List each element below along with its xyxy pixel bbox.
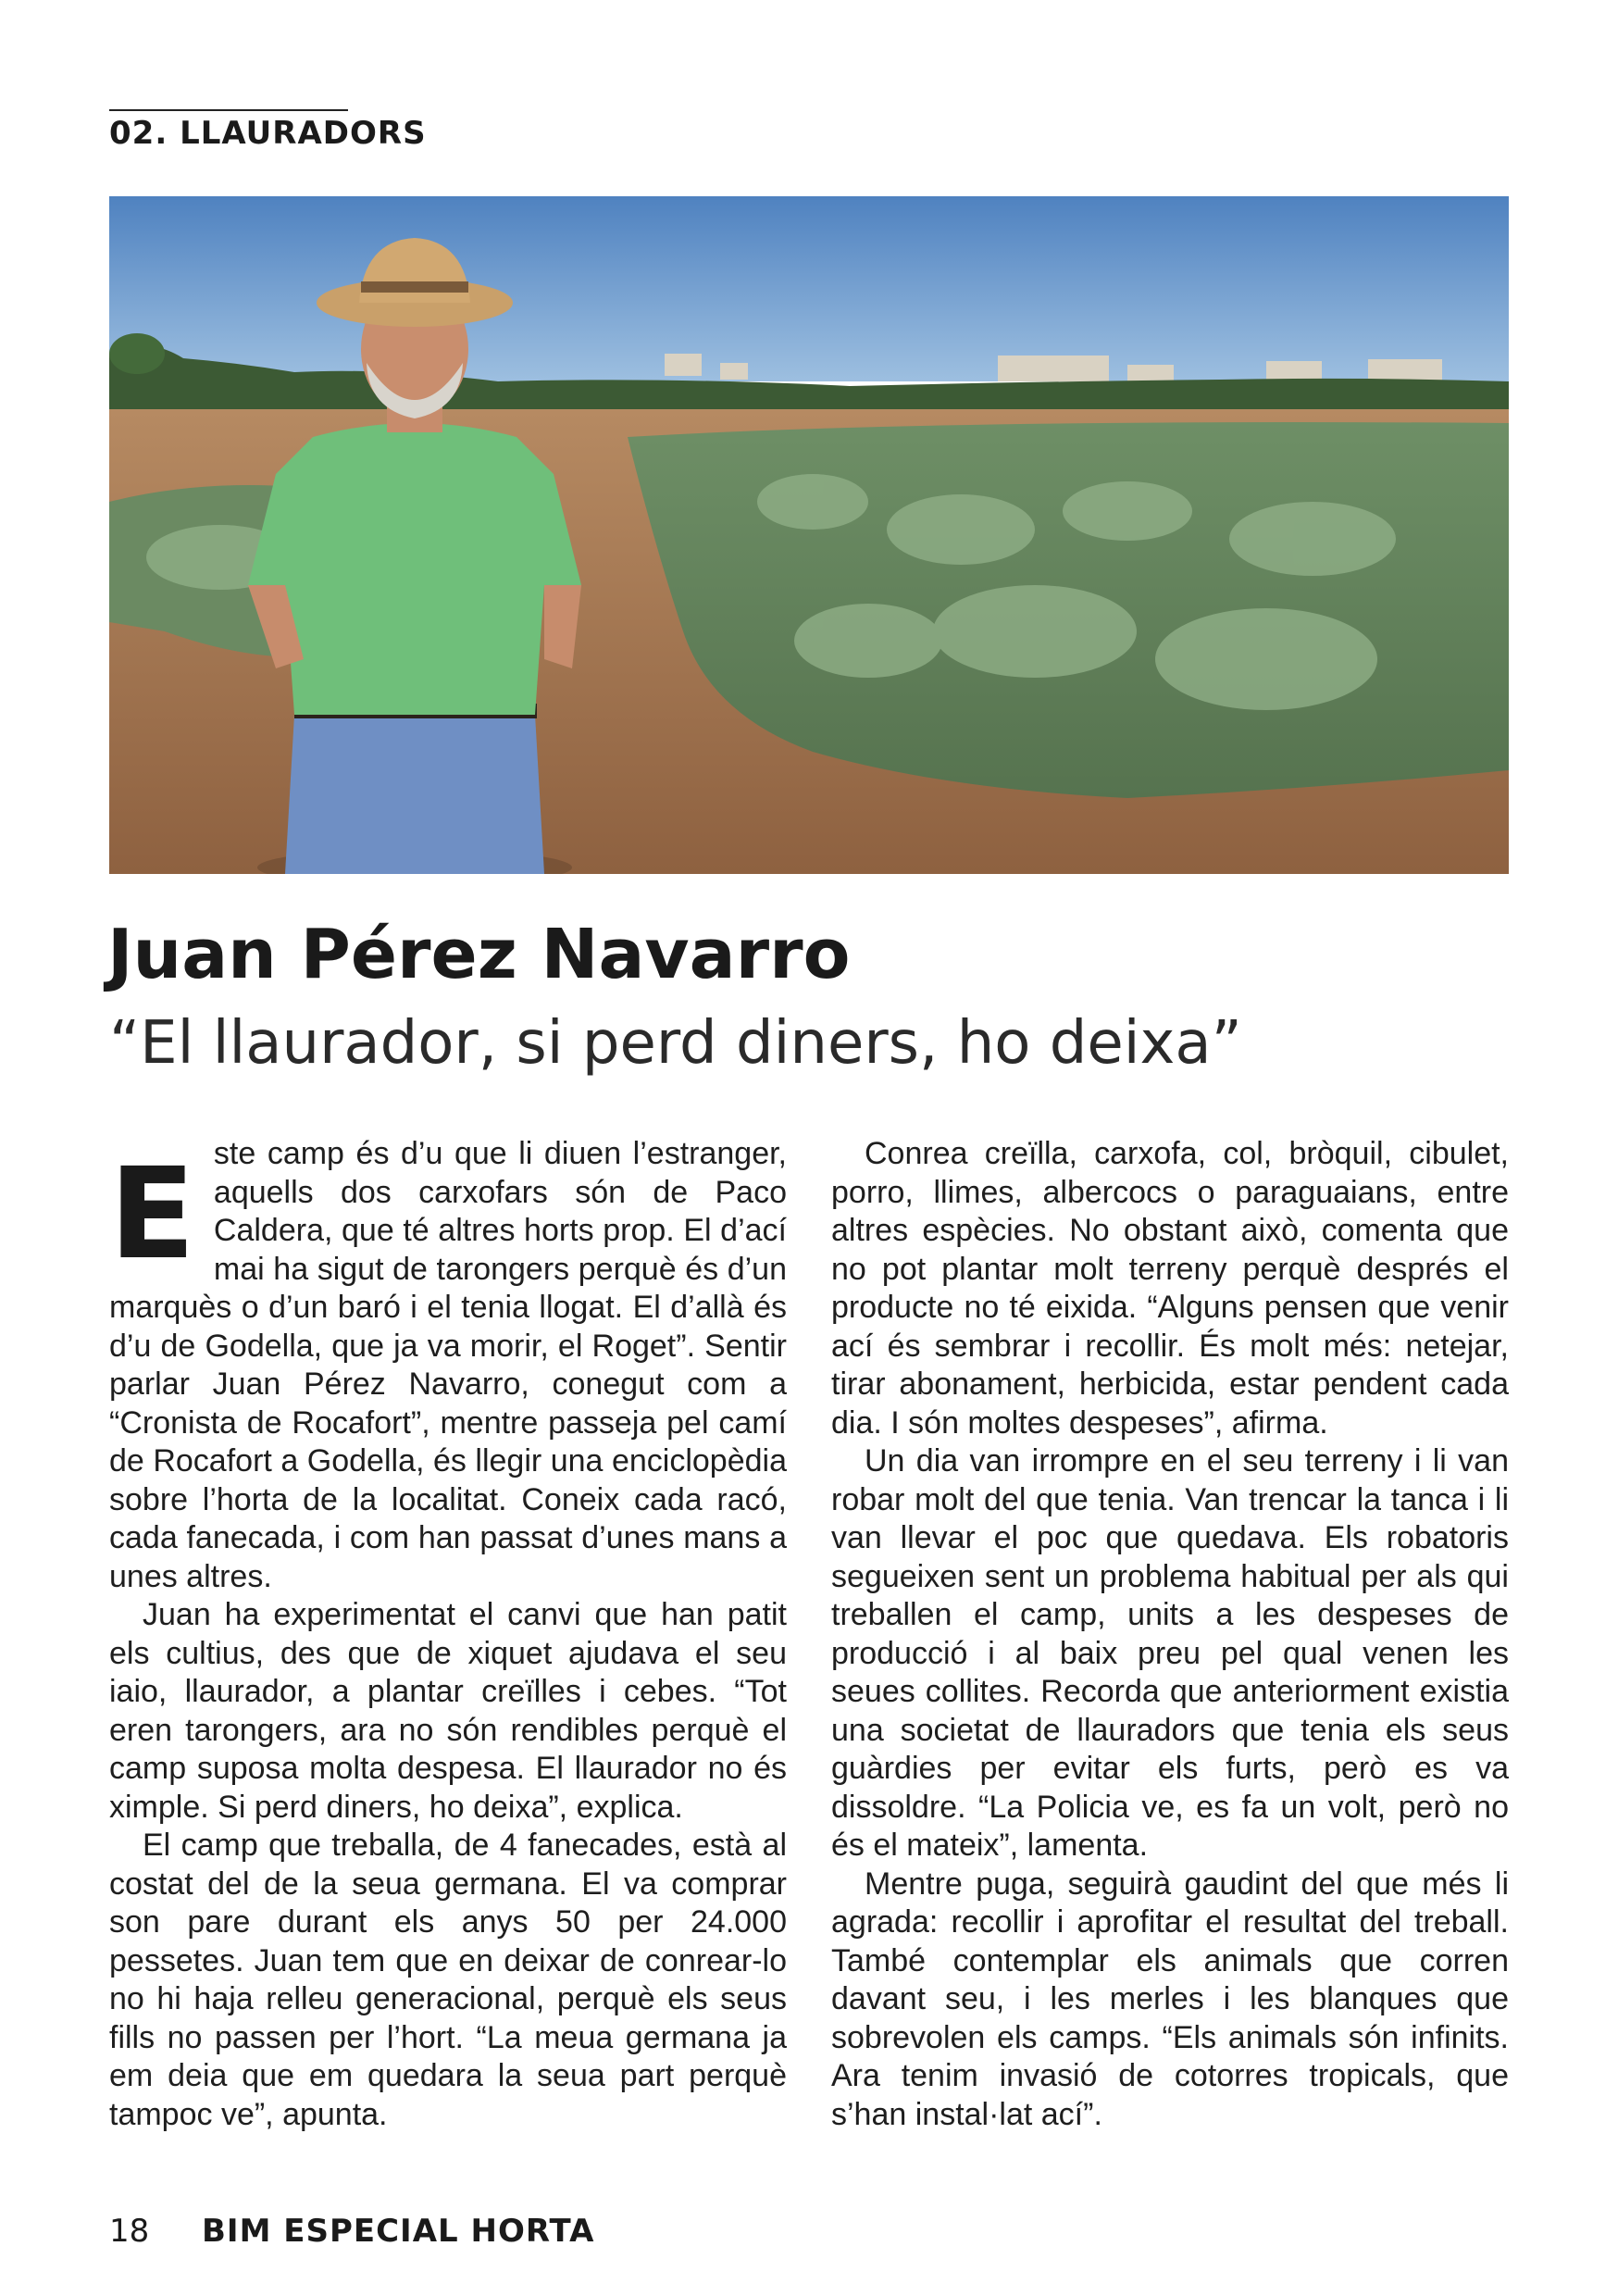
paragraph: Juan ha experimentat el canvi que han patit els cultius, des que de xiquet ajudava el seu iaio, llaurador, a plantar creïlles i cebes. “Tot eren tarongers, ara no són rendibles perquè el camp suposa molta despesa. El llaurador no és ximple. Si perd diners, ho deixa”, explica. xyxy=(109,1597,787,1825)
farmer-photo xyxy=(109,196,1509,874)
paragraph: Conrea creïlla, carxofa, col, bròquil, cibulet, porro, llimes, albercocs o paraguaians, entre altres espècies. No obstant això, comenta que no pot plantar molt terreny perquè després el producte no té eixida. “Alguns pensen que venir ací és sembrar i recollir. És molt més: netejar, tirar abonament, herbicida, estar pendent cada dia. I són moltes despeses”, afirma. xyxy=(831,1136,1509,1441)
paragraph: Un dia van irrompre en el seu terreny i li van robar molt del que tenia. Van trencar la tanca i li van llevar el poc que quedava. Els robatoris segueixen sent un problema habitual per als qui treballen el camp, units a les despeses de producció i al baix preu pel qual venen les seues collites. Recorda que anteriorment existia una societat de llauradors que tenia els seus guàrdies per evitar els furts, però es va dissoldre. “La Policia ve, es fa un volt, però no és el mateix”, lamenta. xyxy=(831,1443,1509,1863)
paragraph: ste camp és d’u que li diuen l’estranger, aquells dos carxofars són de Paco Caldera, que té altres horts prop. El d’ací mai ha sigut de tarongers perquè és d’un marquès o d’un baró i el tenia llogat. El d’allà és d’u de Godella, que ja va morir, el Roget”. Sentir parlar Juan Pérez Navarro, conegut com a “Cronista de Rocafort”, mentre passeja pel camí de Rocafort a Godella, és llegir una enciclopèdia sobre l’horta de la localitat. Coneix cada racó, cada fanecada, i com han passat d’unes mans a unes altres. xyxy=(109,1136,787,1594)
publication-title: BIM ESPECIAL HORTA xyxy=(202,2213,595,2250)
paragraph: El camp que treballa, de 4 fanecades, està al costat del de la seua germana. El va comprar son pare durant els anys 50 per 24.000 pessetes. Juan tem que en deixar de conrear-lo no hi haja relleu generacional, perquè els seus fills no passen per l’hort. “La meua germana ja em deia que em quedara la seua part perquè tampoc ve”, apunta. xyxy=(109,1828,787,2132)
section-rule xyxy=(109,109,348,111)
section-label: 02. LLAURADORS xyxy=(109,115,427,152)
article-title: Juan Pérez Navarro xyxy=(107,915,851,994)
paragraph: Mentre puga, seguirà gaudint del que més li agrada: recollir i aprofitar el resultat del treball. També contemplar els animals que corren davant seu, i les merles i les blanques que sobrevolen els camps. “Els animals són infinits. Ara tenim invasió de cotorres tropicals, que s’han instal·lat ací”. xyxy=(831,1866,1509,2132)
page-number: 18 xyxy=(109,2213,150,2250)
article-column-right xyxy=(831,1135,1509,2134)
article-subtitle: “El llaurador, si perd diners, ho deixa” xyxy=(109,1009,1242,1078)
drop-cap: E xyxy=(109,1142,195,1288)
article-column-left xyxy=(109,1135,787,2134)
